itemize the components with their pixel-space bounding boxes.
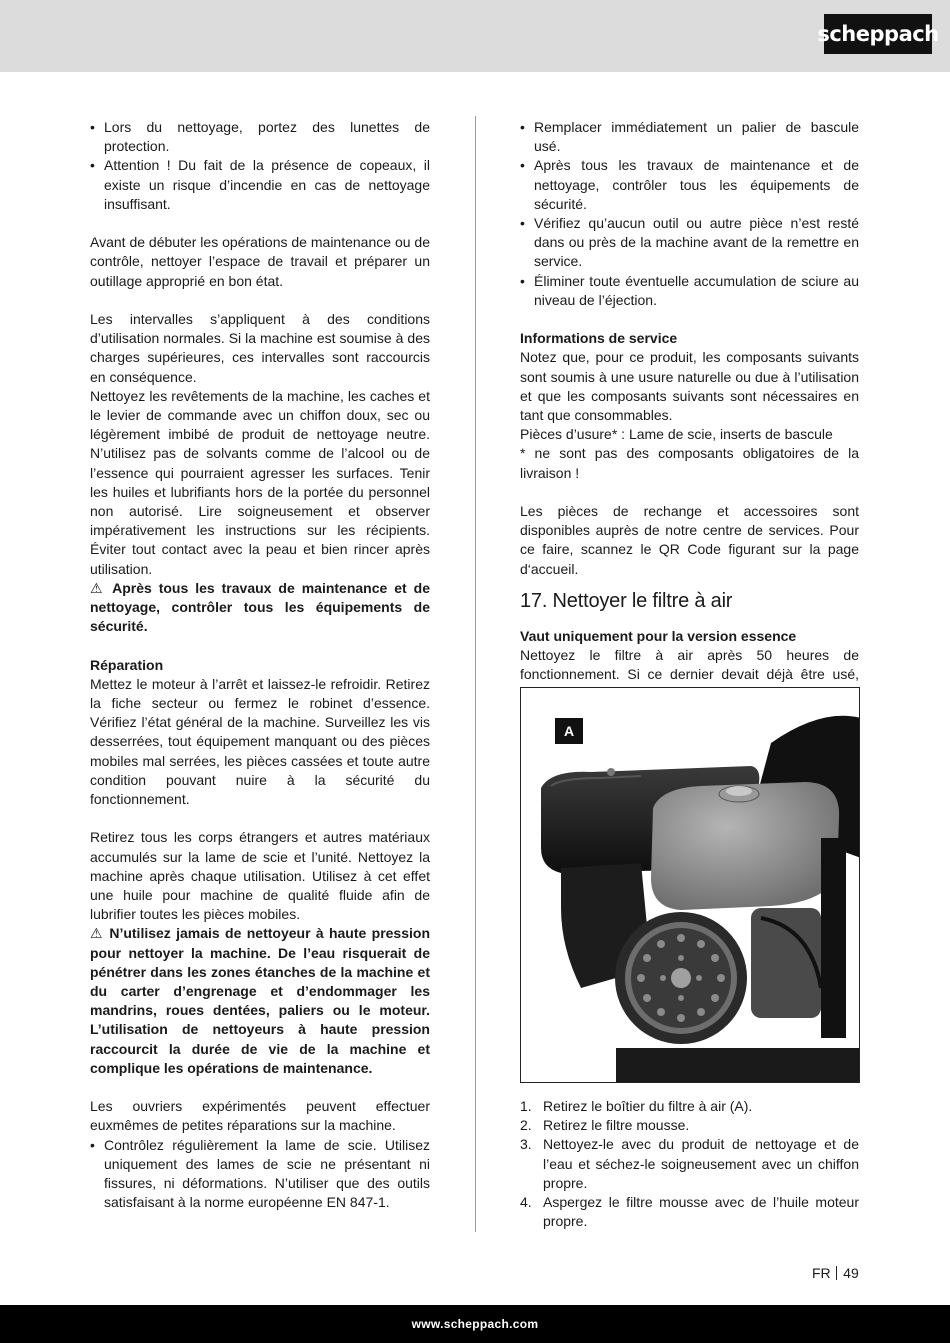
engine-illustration (521, 688, 860, 1083)
language-code: FR (812, 1265, 831, 1281)
essence-heading: Vaut uniquement pour la version essence (520, 627, 797, 644)
engine-photo (520, 687, 860, 1083)
warning-text: Après tous les travaux de maintenance et de nettoyage, contrôler tous les équipements de sécurité. (90, 579, 430, 635)
warning-high-pressure (90, 924, 430, 1078)
paragraph-workers: Les ouvriers expérimentés peuvent effectuer euxmêmes de petites réparations sur la machine. (90, 1098, 430, 1134)
essence-text: Nettoyez le filtre à air après 50 heures de fonctionnement. Si ce dernier devait déjà être usé, (520, 647, 859, 683)
header-bar (0, 0, 950, 72)
spare-parts-text: Les pièces de rechange et accessoires sont disponibles auprès de notre centre de services. Pour ce faire, scannez le QR Code figurant sur la page d‘accueil. (520, 503, 859, 577)
page-number-value: 49 (843, 1265, 859, 1281)
website-url[interactable]: www.scheppach.com (411, 1317, 539, 1331)
step-item: 1. Retirez le boîtier du filtre à air (A). (520, 1098, 753, 1114)
right-column (520, 118, 859, 704)
list-item: • Attention ! Du fait de la présence de copeaux, il existe un risque d’incendie en cas de nettoyage insuffisant. (90, 156, 430, 214)
list-item: • Après tous les travaux de maintenance et de nettoyage, contrôler tous les équipements de sécurité. (520, 156, 859, 214)
paragraph-foreign-bodies: Retirez tous les corps étrangers et autres matériaux accumulés sur la lame de scie et l’unité. Nettoyez la machine après chaque utilisation. Utilisez à cet effet une huile pour machine de qualité fluide afin de lubrifier toutes les pièces mobiles. (90, 829, 430, 923)
left-column (90, 118, 430, 1213)
figure-label-a: A (555, 718, 583, 744)
service-heading: Informations de service (520, 330, 678, 347)
list-item: • Remplacer immédiatement un palier de bascule usé. (520, 118, 859, 156)
reparation-heading: Réparation (90, 656, 164, 673)
wear-parts: Pièces d’usure* : Lame de scie, inserts de bascule (520, 426, 833, 443)
list-item: • Vérifiez qu’aucun outil ou autre pièce n’est resté dans ou près de la machine avant de la remettre en service. (520, 214, 859, 272)
brand-logo: scheppach (824, 14, 932, 54)
warning-icon: ⚠ (90, 579, 106, 596)
reparation-text: Mettez le moteur à l’arrêt et laissez-le refroidir. Retirez la fiche secteur ou fermez le robinet d’essence. Vérifiez l’état général de la machine. Surveillez les vis desserrées, tout équipement manquant ou des pièces mobiles mal serrées, les pièces cassées et toute autre condition pouvant nuire à la sécurité du fonctionnement. (90, 675, 430, 808)
step-item: 2. Retirez le filtre mousse. (520, 1117, 690, 1134)
bullet-list-top-left (90, 118, 430, 214)
paragraph-intervals: Les intervalles s’appliquent à des conditions d’utilisation normales. Si la machine est soumise à des charges supérieures, ces intervalles sont raccourcis en conséquence. (90, 311, 430, 385)
paragraph-before-maintenance: Avant de débuter les opérations de maintenance ou de contrôle, nettoyer l’espace de travail et préparer un outillage approprié en bon état. (90, 234, 430, 289)
bullet-list-top-right (520, 118, 859, 310)
section-title: 17. Nettoyer le filtre à air (520, 589, 733, 612)
list-item: • Lors du nettoyage, portez des lunettes de protection. (90, 118, 430, 156)
steps-column (520, 1097, 859, 1231)
step-item: 4. Aspergez le filtre mousse avec de l’huile moteur propre. (520, 1194, 859, 1230)
warning-safety-check (90, 579, 430, 637)
warning-text: N’utilisez jamais de nettoyeur à haute pression pour nettoyer la machine. De l’eau risquerait de pénétrer dans les zones étanches de la machine et du carter d’engrenage et d’endommager les mandrins, roues dentées, paliers ou le moteur. L’utilisation de nettoyeurs à haute pression raccourcit la durée de vie de la machine et complique les opérations de maintenance. (90, 925, 430, 1076)
footnote: * ne sont pas des composants obligatoires de la livraison ! (520, 445, 859, 481)
steps-list (520, 1097, 859, 1231)
footer-bar (0, 1305, 950, 1343)
bullet-list-bottom-left (90, 1136, 430, 1213)
paragraph-cleaning: Nettoyez les revêtements de la machine, les caches et le levier de commande avec un chiffon doux, sec ou légèrement imbibé de produit de nettoyage neutre. N’utilisez pas de solvants comme de l’alcool ou de l’essence qui pourraient agresser les surfaces. Tenir les huiles et lubrifiants hors de la portée du personnel non autorisé. Lire soigneusement et observer impérativement les instructions sur les récipients. Éviter tout contact avec la peau et bien rincer après utilisation. (90, 387, 430, 577)
list-item: • Éliminer toute éventuelle accumulation de sciure au niveau de l’éjection. (520, 272, 859, 310)
page-number (812, 1265, 859, 1281)
column-divider (475, 116, 476, 1232)
step-item: 3. Nettoyez-le avec du produit de nettoyage et de l’eau et séchez-le soigneusement avec un chiffon propre. (520, 1136, 859, 1191)
service-text: Notez que, pour ce produit, les composants suivants sont soumis à une usure naturelle ou due à l’utilisation et que les composants suivants sont nécessaires en tant que consommables. (520, 349, 859, 424)
list-item: • Contrôlez régulièrement la lame de scie. Utilisez uniquement des lames de scie ne présentant ni fissures, ni déformations. N’utiliser que des outils satisfaisant à la norme européenne EN 847-1. (90, 1136, 430, 1213)
warning-icon: ⚠ (90, 925, 104, 942)
